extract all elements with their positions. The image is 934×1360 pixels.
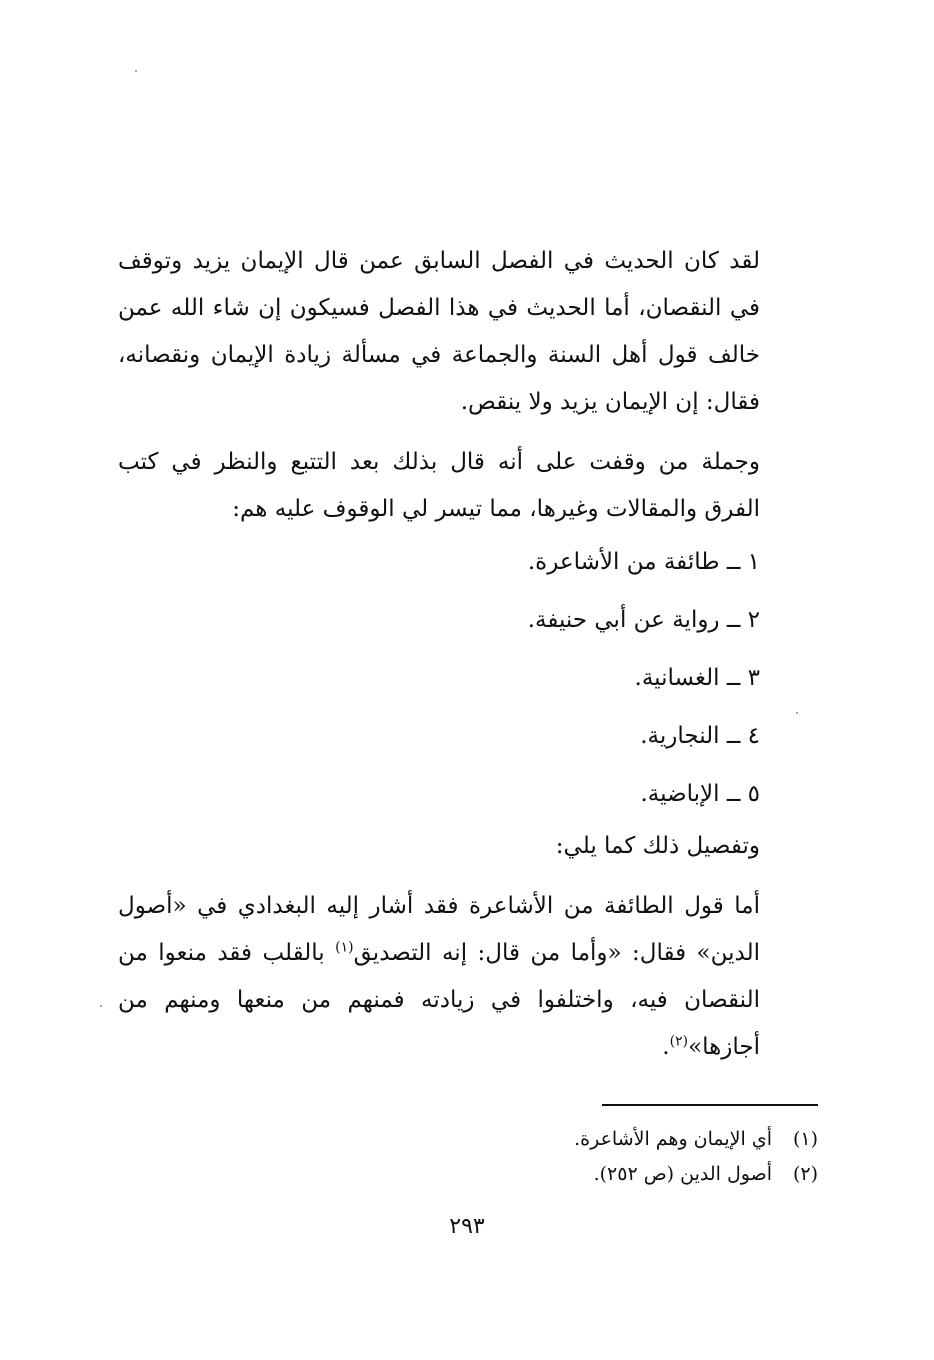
footnote-ref-1: (١) xyxy=(335,939,354,956)
paragraph-sects-intro: وجملة من وقفت على أنه قال بذلك بعد التتبع والنظر في كتب الفرق والمقالات وغيرها، مما تيسر لي الوقوف عليه هم: xyxy=(118,449,760,522)
scan-speck xyxy=(100,1005,102,1007)
quote-text-end: . xyxy=(662,1034,670,1060)
quote-text-part-2: بالقلب فقد منعوا من النقصان فيه، واختلفوا في زيادته فمنهم من منعها ومنهم من أجازها» xyxy=(118,940,760,1060)
paragraph-intro: لقد كان الحديث في الفصل السابق عمن قال الإيمان يزيد وتوقف في النقصان، أما الحديث في هذا الفصل فسيكون إن شاء الله عمن خالف قول أهل السنة والجماعة في مسألة زيادة الإيمان ونقصانه، فقال: إن الإيمان يزيد ولا ينقص. xyxy=(118,248,760,415)
footnote-2 xyxy=(118,1157,818,1192)
footnote-divider xyxy=(602,1104,818,1106)
main-text xyxy=(118,238,818,1071)
footnote-number: (٢) xyxy=(792,1163,818,1185)
list-item-5: ٥ ــ الإباضية. xyxy=(640,781,760,807)
page-number: ٢٩٣ xyxy=(449,1214,485,1239)
footnote-number: (١) xyxy=(792,1128,818,1150)
list-item-2: ٢ ــ رواية عن أبي حنيفة. xyxy=(527,607,760,633)
scan-speck xyxy=(135,70,137,72)
list-item-3: ٣ ــ الغسانية. xyxy=(634,665,760,691)
paragraph-detail-intro: وتفصيل ذلك كما يلي: xyxy=(555,833,760,859)
footnote-text: أي الإيمان وهم الأشاعرة. xyxy=(574,1128,772,1150)
list-item-4: ٤ ــ النجارية. xyxy=(640,723,760,749)
quote-text-part-1: أما قول الطائفة من الأشاعرة فقد أشار إليه البغدادي في «أصول الدين» فقال: «وأما من قال: إنه التصديق xyxy=(118,893,760,966)
footnote-1 xyxy=(118,1122,818,1157)
footnote-ref-2: (٢) xyxy=(669,1033,689,1050)
scan-speck xyxy=(796,712,798,714)
footnote-text: أصول الدين (ص ٢٥٢). xyxy=(593,1163,772,1185)
footnotes xyxy=(118,1122,818,1192)
paragraph-ashari-quote xyxy=(118,883,818,1071)
list-item-1: ١ ــ طائفة من الأشاعرة. xyxy=(527,549,760,575)
